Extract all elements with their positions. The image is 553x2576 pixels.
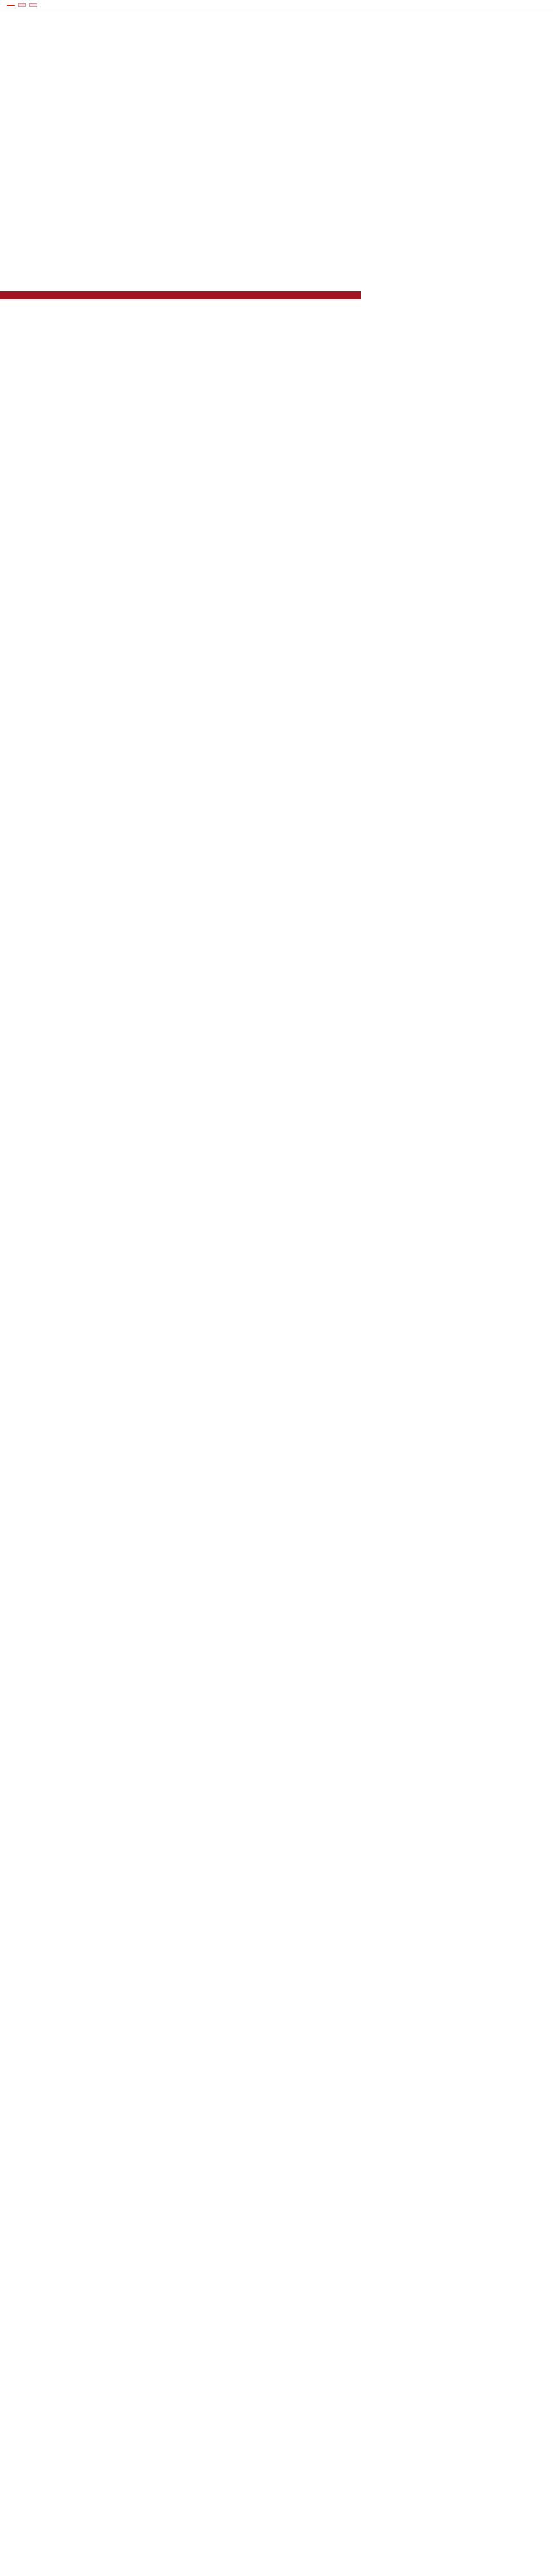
- cycle-selector[interactable]: [7, 5, 15, 6]
- tab-cycle-overview[interactable]: [18, 3, 26, 7]
- sub-navigation: [0, 10, 553, 17]
- tab-statistics[interactable]: [29, 3, 37, 7]
- sub-navigation-2: [0, 17, 553, 24]
- temperature-chart: [0, 37, 553, 330]
- top-bar: [0, 0, 553, 10]
- cycle-chart: [0, 37, 553, 330]
- cycle-day-row: [0, 291, 361, 299]
